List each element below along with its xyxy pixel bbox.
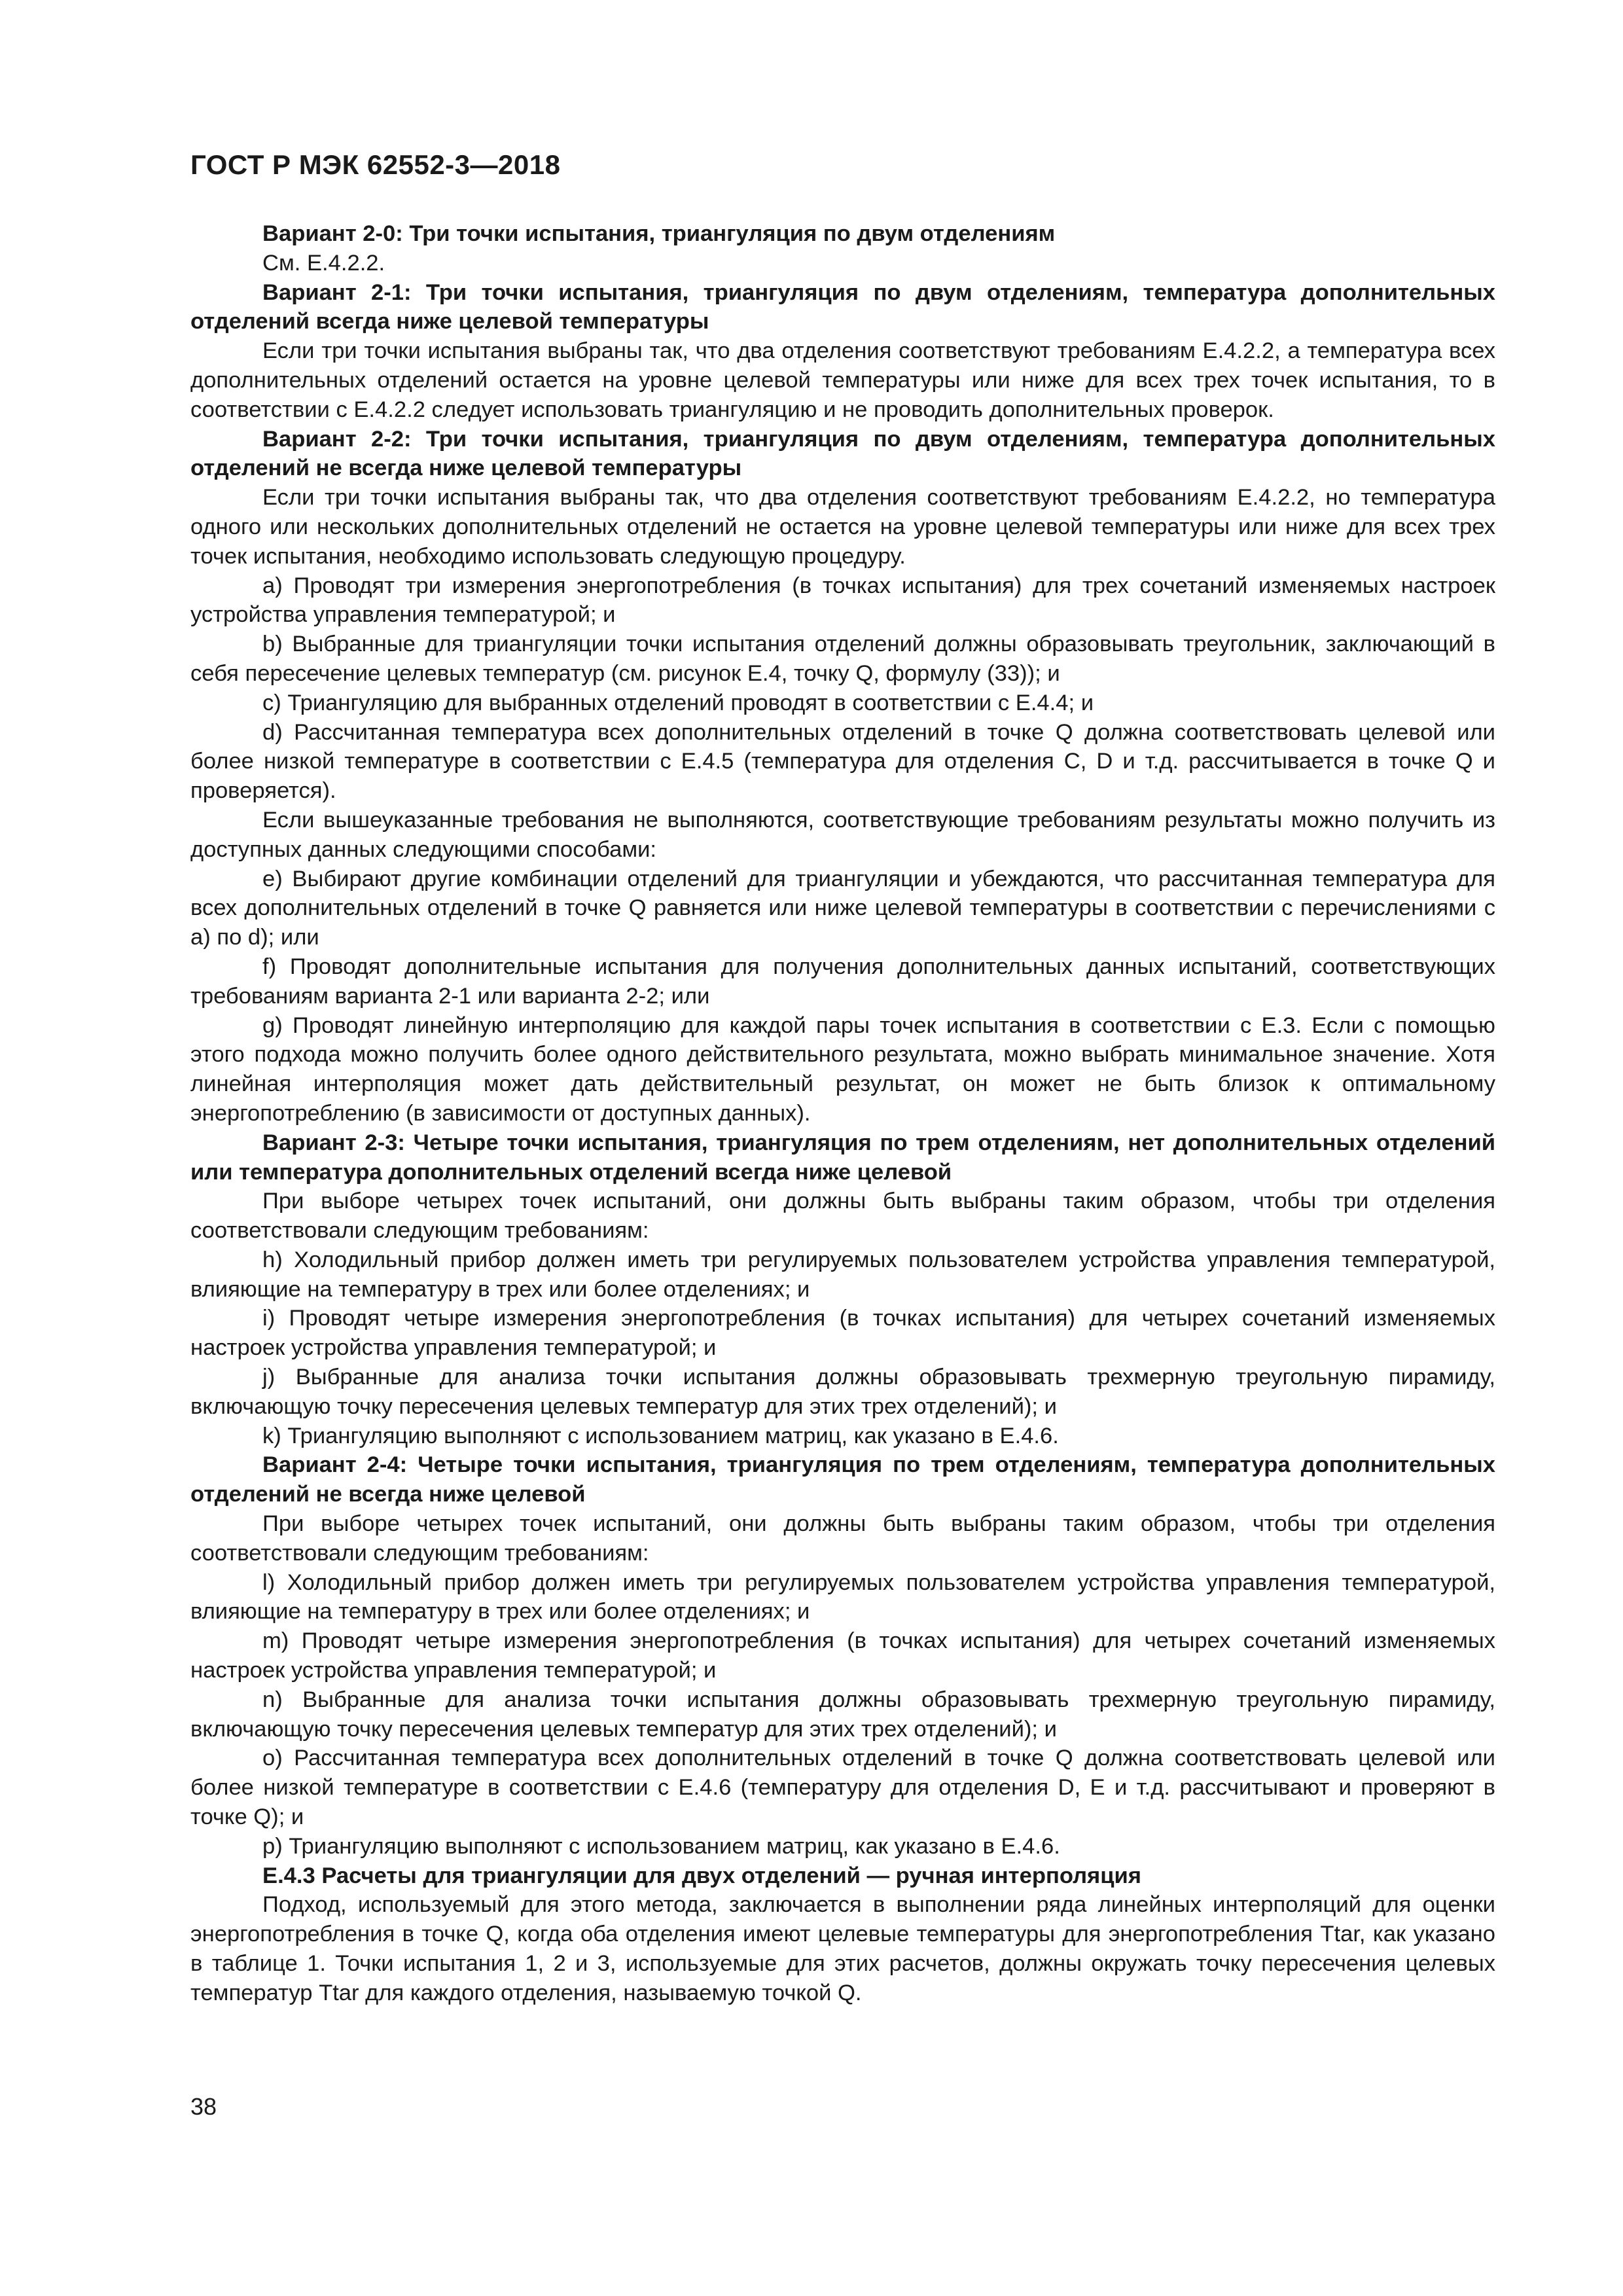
requirements-not-met-paragraph: Если вышеуказанные требования не выполняются, соответствующие требованиям результаты можно получить из доступных данных следующими способами: (190, 807, 1495, 862)
list-item-e: e) Выбирают другие комбинации отделений для триангуляции и убеждаются, что рассчитанная температура для всех дополнительных отделений в точке Q равняется или ниже целевой температуры в соответствии с перечислениями с a) по d); или (190, 866, 1495, 950)
list-item-p: p) Триангуляцию выполняют с использованием матриц, как указано в E.4.6. (262, 1833, 1060, 1859)
variant-2-0-reference: См. E.4.2.2. (262, 250, 385, 276)
page-number: 38 (190, 2093, 217, 2120)
variant-2-2-text: Если три точки испытания выбраны так, что два отделения соответствуют требованиям E.4.2.2, но температура одного или нескольких дополнительных отделений не остается на уровне целевой температуры или ниже для всех трех точек испытания, необходимо использовать следующую процедуру. (190, 485, 1495, 569)
section-e43-text: Подход, используемый для этого метода, заключается в выполнении ряда линейных интерполяций для оценки энергопотребления в точке Q, когда оба отделения имеют целевые температуры для энергопотребления Ttar, как указано в таблице 1. Точки испытания 1, 2 и 3, используемые для этих расчетов, должны окружать точку пересечения целевых температур Ttar для каждого отделения, называемую точкой Q. (190, 1892, 1495, 2005)
variant-2-3-text: При выборе четырех точек испытаний, они должны быть выбраны таким образом, чтобы три отделения соответствовали следующим требованиям: (190, 1189, 1495, 1244)
list-item-f: f) Проводят дополнительные испытания для получения дополнительных данных испытаний, соответствующих требованиям варианта 2-1 или варианта 2-2; или (190, 954, 1495, 1009)
list-item-a: a) Проводят три измерения энергопотребления (в точках испытания) для трех сочетаний изменяемых настроек устройства управления температурой; и (190, 573, 1495, 628)
variant-2-0-heading: Вариант 2-0: Три точки испытания, триангуляция по двум отделениям (262, 221, 1056, 246)
document-header: ГОСТ Р МЭК 62552-3—2018 (190, 149, 561, 180)
variant-2-3-heading: Вариант 2-3: Четыре точки испытания, триангуляция по трем отделениям, нет дополнительных отделений или температура дополнительных отделений всегда ниже целевой (190, 1130, 1495, 1185)
list-item-c: c) Триангуляцию для выбранных отделений проводят в соответствии с E.4.4; и (262, 690, 1094, 715)
variant-2-1-heading: Вариант 2-1: Три точки испытания, триангуляция по двум отделениям, температура дополнительных отделений всегда ниже целевой температуры (190, 279, 1495, 334)
list-item-k: k) Триангуляцию выполняют с использованием матриц, как указано в E.4.6. (262, 1423, 1059, 1448)
list-item-g: g) Проводят линейную интерполяцию для каждой пары точек испытания в соответствии с E.3. Если с помощью этого подхода можно получить более одного действительного результата, можно выбрать минимальное значение. Хотя линейная интерполяция может дать действительный результат, он может не быть близок к оптимальному энергопотреблению (в зависимости от доступных данных). (190, 1013, 1495, 1126)
list-item-n: n) Выбранные для анализа точки испытания должны образовывать трехмерную треугольную пирамиду, включающую точку пересечения целевых температур для этих трех отделений); и (190, 1687, 1495, 1742)
list-item-o: o) Рассчитанная температура всех дополнительных отделений в точке Q должна соответствовать целевой или более низкой температуре в соответствии с E.4.6 (температуру для отделения D, E и т.д. рассчитывают и проверяют в точке Q); и (190, 1746, 1495, 1830)
variant-2-4-text: При выборе четырех точек испытаний, они должны быть выбраны таким образом, чтобы три отделения соответствовали следующим требованиям: (190, 1511, 1495, 1566)
variant-2-1-text: Если три точки испытания выбраны так, что два отделения соответствуют требованиям E.4.2.2, а температура всех дополнительных отделений остается на уровне целевой температуры или ниже для всех трех точек испытания, то в соответствии с E.4.2.2 следует использовать триангуляцию и не проводить дополнительных проверок. (190, 338, 1495, 422)
list-item-i: i) Проводят четыре измерения энергопотребления (в точках испытания) для четырех сочетаний изменяемых настроек устройства управления температурой; и (190, 1306, 1495, 1361)
section-e43-heading: E.4.3 Расчеты для триангуляции для двух отделений — ручная интерполяция (262, 1863, 1141, 1888)
document-body (190, 219, 1495, 2008)
variant-2-2-heading: Вариант 2-2: Три точки испытания, триангуляция по двум отделениям, температура дополнительных отделений не всегда ниже целевой температуры (190, 426, 1495, 481)
list-item-j: j) Выбранные для анализа точки испытания должны образовывать трехмерную треугольную пирамиду, включающую точку пересечения целевых температур для этих трех отделений); и (190, 1365, 1495, 1419)
list-item-h: h) Холодильный прибор должен иметь три регулируемых пользователем устройства управления температурой, влияющие на температуру в трех или более отделениях; и (190, 1247, 1495, 1302)
list-item-d: d) Рассчитанная температура всех дополнительных отделений в точке Q должна соответствовать целевой или более низкой температуре в соответствии с E.4.5 (температура для отделения C, D и т.д. рассчитывается в точке Q и проверяется). (190, 719, 1495, 804)
list-item-b: b) Выбранные для триангуляции точки испытания отделений должны образовывать треугольник, заключающий в себя пересечение целевых температур (см. рисунок E.4, точку Q, формулу (33)); и (190, 632, 1495, 686)
list-item-m: m) Проводят четыре измерения энергопотребления (в точках испытания) для четырех сочетаний изменяемых настроек устройства управления температурой; и (190, 1628, 1495, 1683)
variant-2-4-heading: Вариант 2-4: Четыре точки испытания, триангуляция по трем отделениям, температура дополнительных отделений не всегда ниже целевой (190, 1452, 1495, 1507)
list-item-l: l) Холодильный прибор должен иметь три регулируемых пользователем устройства управления температурой, влияющие на температуру в трех или более отделениях; и (190, 1570, 1495, 1624)
